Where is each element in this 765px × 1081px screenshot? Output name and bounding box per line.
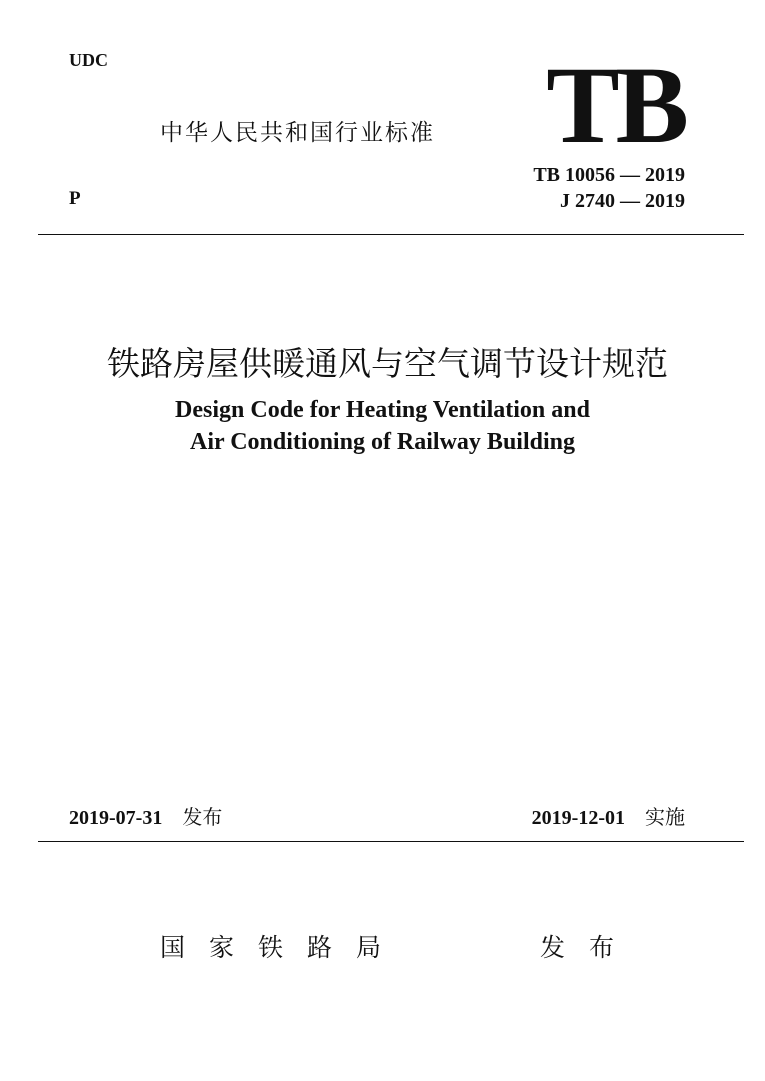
top-divider — [38, 234, 744, 235]
effective-date-block — [532, 801, 685, 830]
effective-date: 2019-12-01 — [531, 807, 625, 829]
classification-label: P — [69, 188, 81, 209]
standard-type: 中华人民共和国行业标准 — [160, 120, 435, 146]
tb-logo: TB — [546, 44, 685, 166]
code-primary: TB 10056 — 2019 — [533, 164, 685, 186]
title-english-line-1: Design Code for Heating Ventilation and — [175, 397, 590, 423]
issue-date: 2019-07-31 — [69, 807, 163, 829]
bottom-divider — [38, 841, 744, 842]
udc-label: UDC — [69, 50, 108, 70]
issue-date-label: 发布 — [182, 805, 223, 829]
standard-codes — [533, 162, 685, 214]
title-english-line-2: Air Conditioning of Railway Building — [190, 429, 575, 455]
title-chinese: 铁路房屋供暖通风与空气调节设计规范 — [107, 344, 668, 383]
issuing-authority: 国家铁路局 — [160, 933, 406, 962]
effective-date-label: 实施 — [645, 805, 685, 829]
issuing-word: 发布 — [540, 933, 639, 962]
issue-date-block — [69, 801, 222, 830]
code-secondary: J 2740 — 2019 — [560, 190, 685, 212]
title-english — [0, 394, 765, 458]
